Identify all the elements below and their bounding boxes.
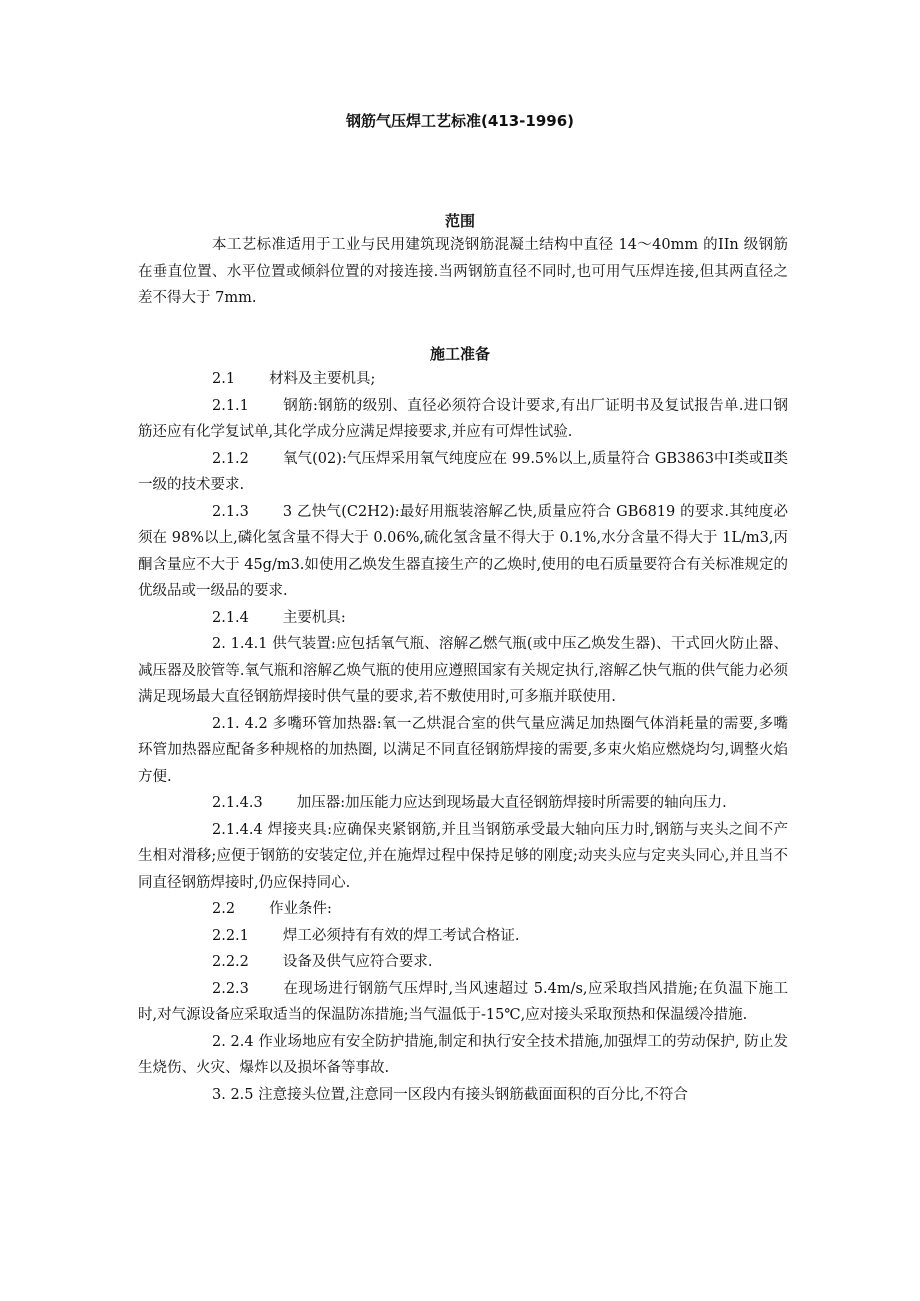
list-item	[138, 949, 788, 976]
item-text: 2. 2.4 作业场地应有安全防护措施,制定和执行安全技术措施,加强焊工的劳动保护, 防止发生烧伤、火灾、爆炸以及损坏备等事故.	[138, 1033, 788, 1076]
item-text: 主要机具:	[282, 609, 346, 626]
list-item	[138, 1082, 788, 1109]
document-title: 钢筋气压焊工艺标准(413-1996)	[346, 112, 574, 130]
item-number: 2.1.4.3	[212, 795, 263, 811]
list-item	[138, 393, 788, 446]
list-item	[138, 976, 788, 1029]
list-item	[138, 446, 788, 499]
section-heading-preparation: 施工准备	[429, 345, 490, 363]
list-item	[138, 817, 788, 897]
item-text: 设备及供气应符合要求.	[282, 954, 433, 970]
list-item	[138, 790, 788, 817]
item-number: 2.1.4	[212, 609, 249, 626]
section-preparation-body	[138, 366, 788, 1108]
item-text: 2.1.4.4 焊接夹具:应确保夹紧钢筋,并且当钢筋承受最大轴向压力时,钢筋与夹头之间不产生相对滑移;应便于钢筋的安装定位,并在施焊过程中保持足够的刚度;动夹头应与定夹头同心,并且当不同直径钢筋焊接时,仍应保持同心.	[138, 821, 788, 891]
item-number: 2.1.2	[212, 450, 249, 467]
item-text: 钢筋:钢筋的级别、直径必须符合设计要求,有出厂证明书及复试报告单.进口钢筋还应有化学复试单,其化学成分应满足焊接要求,并应有可焊性试验.	[138, 397, 788, 440]
item-number: 2.2.1	[212, 927, 249, 944]
item-number: 2.2	[212, 901, 236, 917]
item-number: 2.2.2	[212, 954, 249, 970]
item-number: 2.1.1	[212, 397, 249, 414]
list-item	[138, 366, 788, 393]
list-item	[138, 1029, 788, 1082]
item-text: 在现场进行钢筋气压焊时,当风速超过 5.4m/s,应采取挡风措施;在负温下施工时,对气源设备应采取适当的保温防冻措施;当气温低于-15℃,应对接头采取预热和保温缓冷措施.	[138, 980, 788, 1023]
item-text: 材料及主要机具;	[269, 371, 376, 387]
item-number: 2.1	[212, 371, 236, 387]
section-scope-body	[138, 232, 788, 312]
item-text: 氧气(02):气压焊采用氧气纯度应在 99.5%以上,质量符合 GB3863中Ⅰ类或Ⅱ类一级的技术要求.	[138, 450, 788, 493]
list-item	[138, 499, 788, 605]
item-text: 3. 2.5 注意接头位置,注意同一区段内有接头钢筋截面面积的百分比,不符合	[212, 1086, 688, 1103]
list-item	[138, 631, 788, 711]
paragraph: 本工艺标准适用于工业与民用建筑现浇钢筋混凝土结构中直径 14～40mm 的IIn 级钢筋在垂直位置、水平位置或倾斜位置的对接连接.当两钢筋直径不同时,也可用气压焊连接,但其两直径之差不得大于 7mm.	[138, 237, 788, 306]
item-text: 作业条件:	[269, 901, 332, 917]
item-text: 2.1. 4.2 多嘴环管加热器:氧一乙烘混合室的供气量应满足加热圈气体消耗量的需要,多嘴环管加热器应配备多种规格的加热圈, 以满足不同直径钢筋焊接的需要,多束火焰应燃烧均匀,调整火焰方便.	[138, 715, 788, 785]
list-item	[138, 896, 788, 923]
section-heading-scope: 范围	[444, 212, 475, 230]
item-text: 加压器:加压能力应达到现场最大直径钢筋焊接时所需要的轴向压力.	[296, 795, 727, 811]
list-item	[138, 711, 788, 791]
item-text: 2. 1.4.1 供气装置:应包括氧气瓶、溶解乙燃气瓶(或中压乙焕发生器)、干式回火防止器、减压器及胶管等.氧气瓶和溶解乙焕气瓶的使用应遵照国家有关规定执行,溶解乙快气瓶的供气能力必须满足现场最大直径钢筋焊接时供气量的要求,若不敷使用时,可多瓶并联使用.	[138, 636, 788, 705]
item-number: 2.2.3	[212, 980, 249, 997]
item-number: 2.1.3	[212, 503, 249, 520]
item-text: 焊工必须持有有效的焊工考试合格证.	[282, 927, 520, 944]
list-item	[138, 605, 788, 632]
item-text: 3 乙快气(C2H2):最好用瓶装溶解乙快,质量应符合 GB6819 的要求.其纯度必须在 98%以上,磷化氢含量不得大于 0.06%,硫化氢含量不得大于 0.1%,水分含量不得大于 1L/m3,丙酮含量应不大于 45g/m3.如使用乙焕发生器直接生产的乙焕时,使用的电石质量要符合有关标准规定的优级品或一级品的要求.	[138, 503, 788, 599]
list-item	[138, 923, 788, 950]
